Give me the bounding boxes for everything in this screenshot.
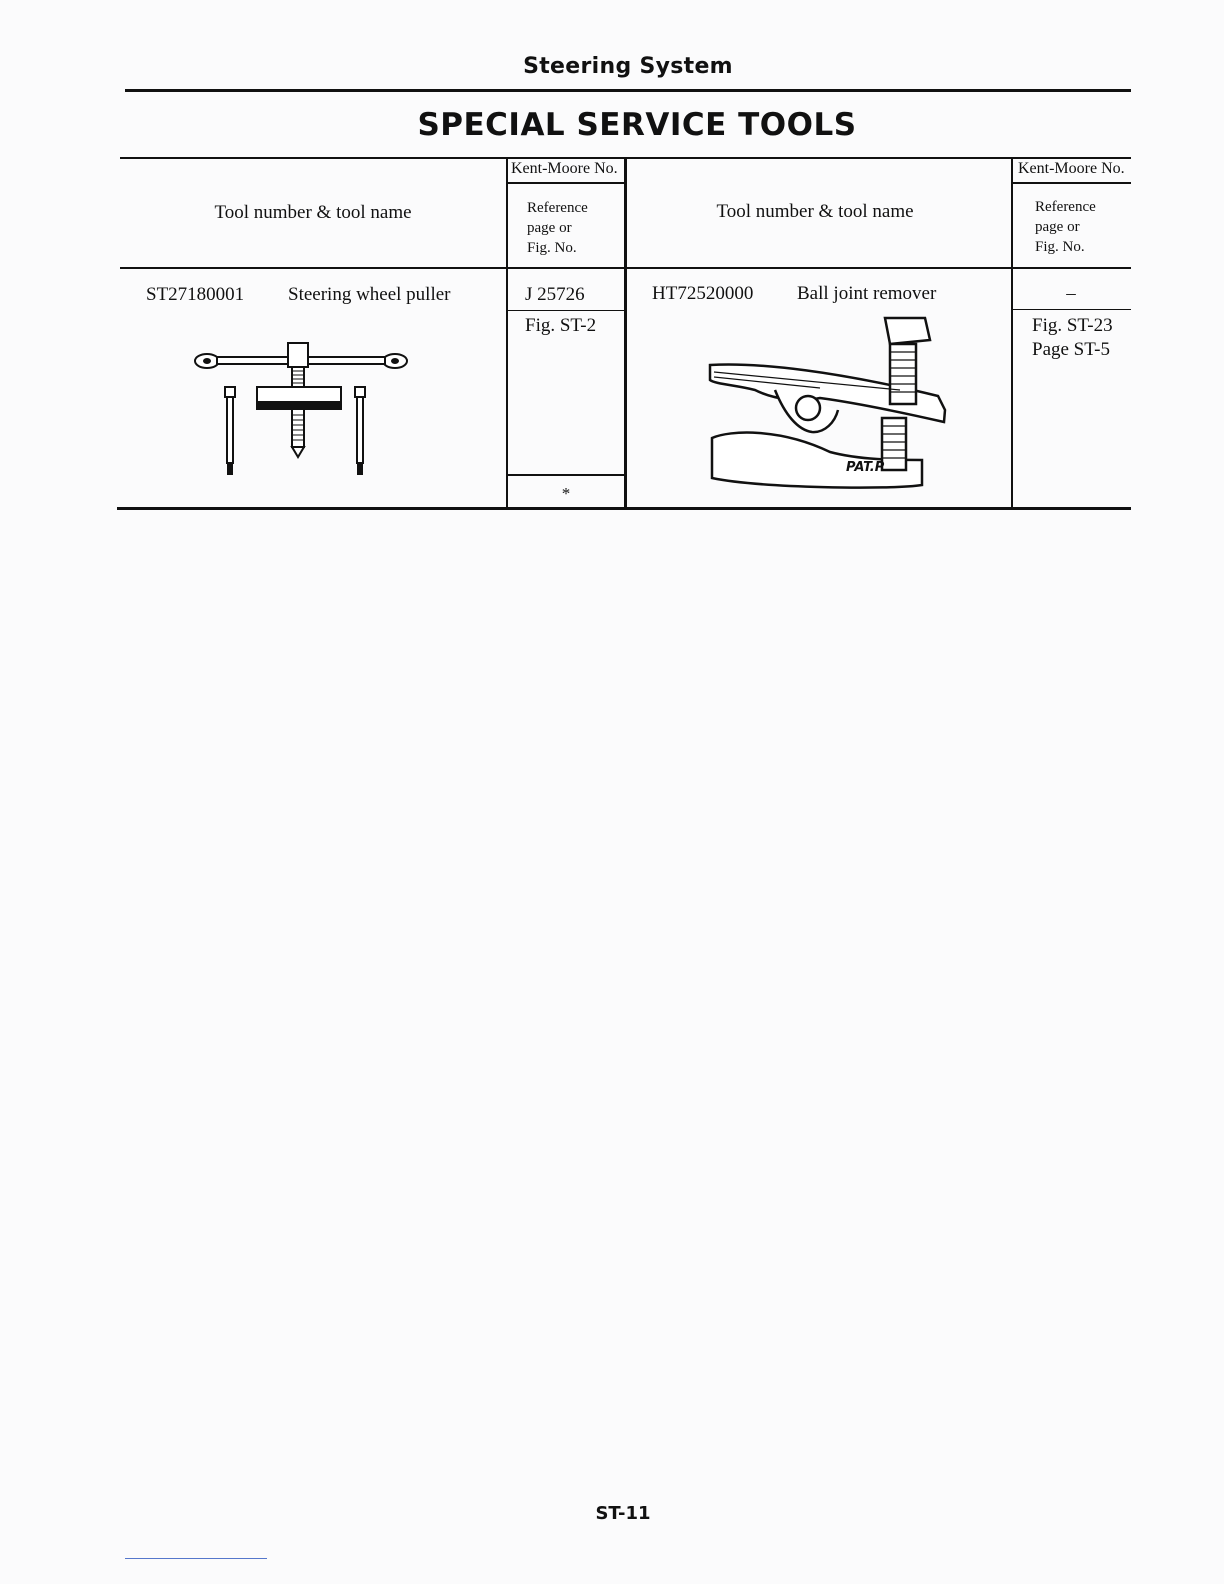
tool-number: ST27180001	[146, 284, 245, 305]
header-rule	[125, 89, 1131, 92]
reference-fig: Fig. ST-23 Page ST-5	[1032, 315, 1113, 360]
patent-label: PAT.P	[846, 460, 885, 475]
cell-rule	[506, 474, 626, 476]
kent-moore-number: J 25726	[525, 284, 585, 305]
footer-link-underline	[125, 1558, 267, 1559]
table-divider	[1011, 157, 1013, 509]
tool-name: Ball joint remover	[797, 283, 937, 304]
column-header-kent-moore: Kent-Moore No.	[511, 160, 618, 177]
ball-joint-remover-drawing	[700, 310, 950, 495]
column-header-kent-moore: Kent-Moore No.	[1018, 160, 1125, 177]
footnote-mark: *	[561, 484, 571, 503]
table-divider	[506, 157, 508, 509]
cell-rule	[506, 310, 626, 311]
column-header-tool-name: Tool number & tool name	[214, 202, 412, 223]
page-number: ST-11	[595, 1503, 651, 1524]
column-header-reference: Reference page or Fig. No.	[1035, 199, 1096, 255]
section-header: Steering System	[523, 54, 733, 79]
kent-moore-rule	[1011, 182, 1131, 184]
kent-moore-rule	[506, 182, 626, 184]
page-title: SPECIAL SERVICE TOOLS	[417, 107, 857, 143]
reference-fig: Fig. ST-2	[525, 315, 597, 336]
tool-name: Steering wheel puller	[288, 284, 451, 305]
ball-joint-remover-illustration	[700, 310, 950, 495]
steering-wheel-puller-illustration	[185, 335, 415, 480]
cell-rule	[1011, 309, 1131, 310]
column-header-reference: Reference page or Fig. No.	[527, 200, 588, 256]
column-header-tool-name: Tool number & tool name	[716, 201, 914, 222]
tool-number: HT72520000	[652, 283, 754, 304]
kent-moore-number: –	[1066, 283, 1076, 304]
